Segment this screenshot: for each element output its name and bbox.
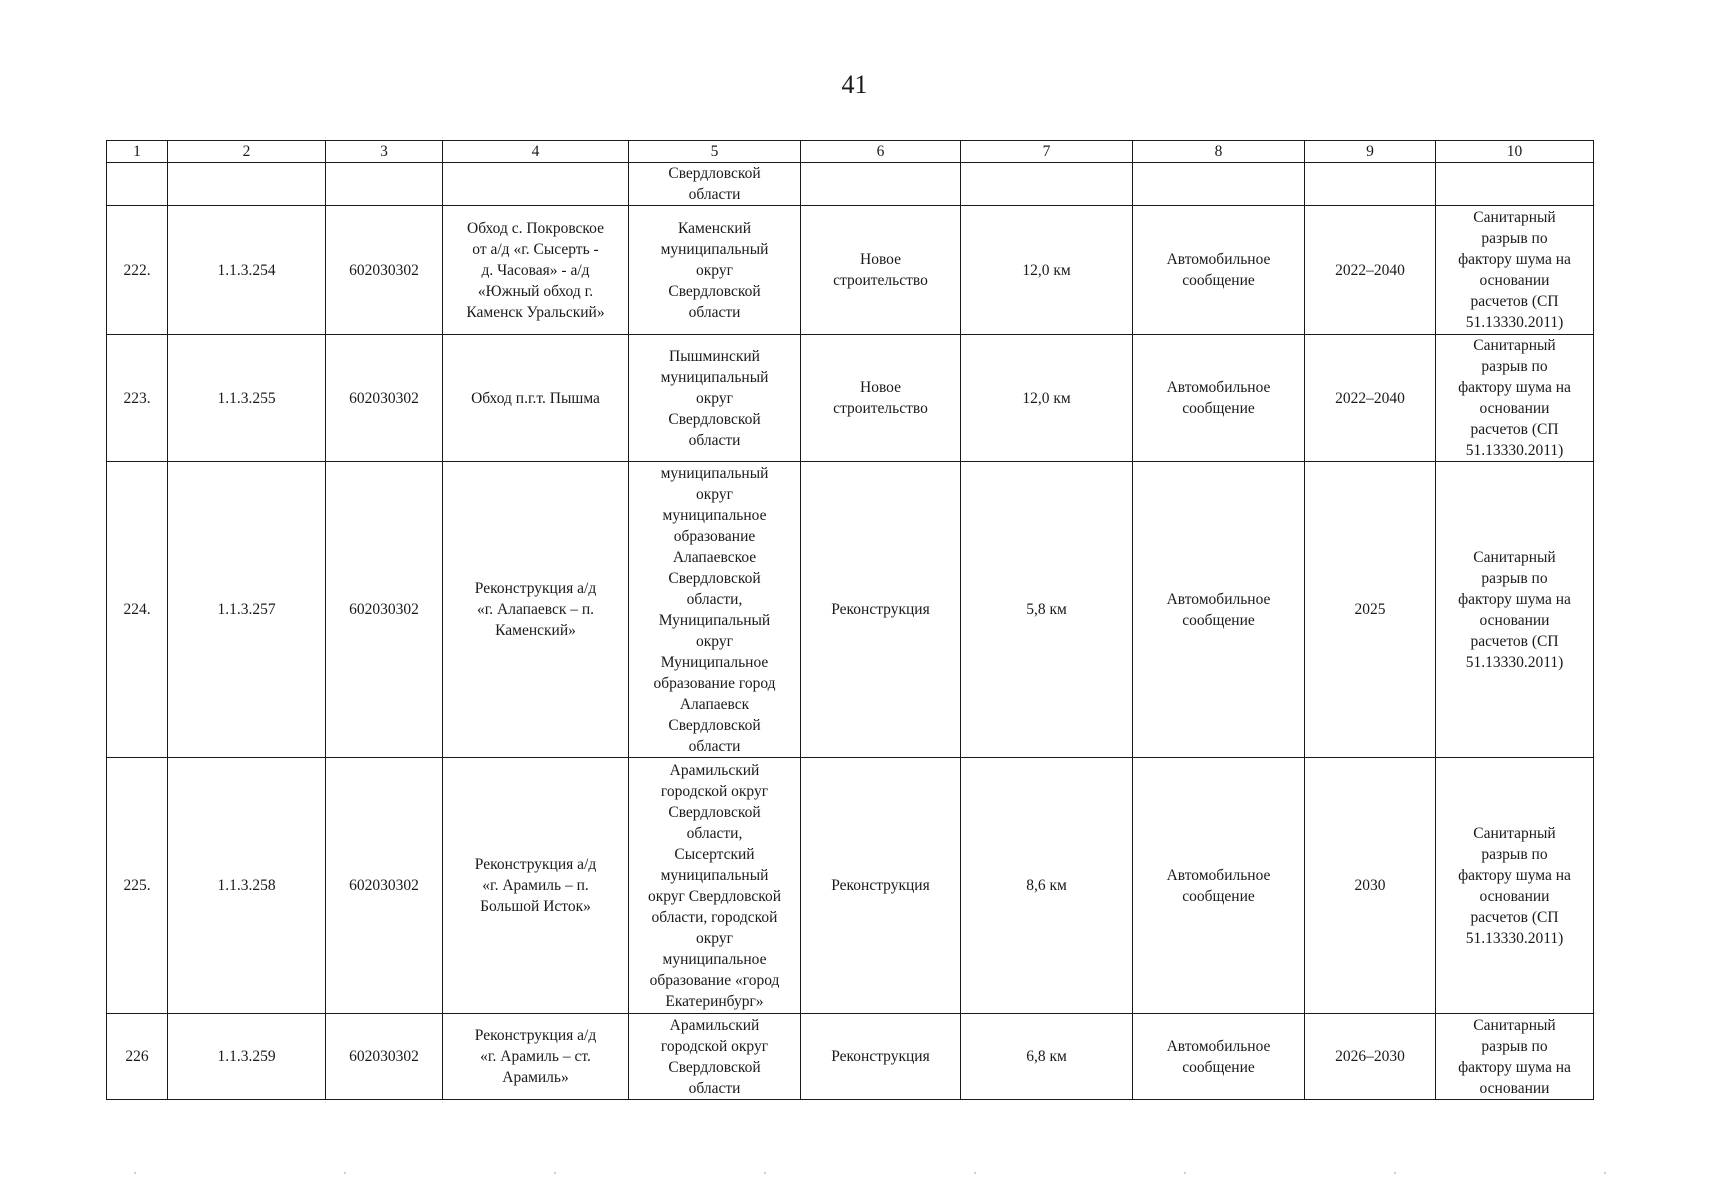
purpose-cell: Автомобильное сообщение: [1133, 758, 1305, 1014]
table-row: [107, 758, 1594, 1014]
zone-cell: Санитарный разрыв по фактору шума на основании расчетов (СП 51.13330.2011): [1436, 206, 1594, 335]
table-row: [107, 1014, 1594, 1100]
column-number: 5: [629, 141, 801, 163]
object-name-cell: Реконструкция а/д «г. Арамиль – ст. Арамиль»: [443, 1014, 629, 1100]
code-cell: 1.1.3.254: [168, 206, 326, 335]
column-number: 7: [961, 141, 1133, 163]
column-number: 4: [443, 141, 629, 163]
scan-dotted-line: [30, 1172, 1680, 1174]
code-cell: 1.1.3.259: [168, 1014, 326, 1100]
table-cell: [326, 163, 443, 206]
column-number: 6: [801, 141, 961, 163]
work-type-cell: Новое строительство: [801, 335, 961, 462]
table-row: [107, 462, 1594, 758]
work-type-cell: Новое строительство: [801, 206, 961, 335]
location-cell: Каменский муниципальный округ Свердловской области: [629, 206, 801, 335]
zone-cell: Санитарный разрыв по фактору шума на основании расчетов (СП 51.13330.2011): [1436, 335, 1594, 462]
row-number-cell: 223.: [107, 335, 168, 462]
length-cell: 6,8 км: [961, 1014, 1133, 1100]
period-cell: 2030: [1305, 758, 1436, 1014]
table-cell: [443, 163, 629, 206]
zone-cell: Санитарный разрыв по фактору шума на основании расчетов (СП 51.13330.2011): [1436, 462, 1594, 758]
table-cell: [801, 163, 961, 206]
column-number: 9: [1305, 141, 1436, 163]
purpose-cell: Автомобильное сообщение: [1133, 462, 1305, 758]
table-cell: [961, 163, 1133, 206]
zone-cell: Санитарный разрыв по фактору шума на основании: [1436, 1014, 1594, 1100]
column-number: 3: [326, 141, 443, 163]
work-type-cell: Реконструкция: [801, 1014, 961, 1100]
work-type-cell: Реконструкция: [801, 462, 961, 758]
table-cell: [1436, 163, 1594, 206]
length-cell: 8,6 км: [961, 758, 1133, 1014]
purpose-cell: Автомобильное сообщение: [1133, 335, 1305, 462]
object-name-cell: Реконструкция а/д «г. Алапаевск – п. Каменский»: [443, 462, 629, 758]
location-cell: Арамильский городской округ Свердловской области: [629, 1014, 801, 1100]
table-row: [107, 335, 1594, 462]
length-cell: 12,0 км: [961, 206, 1133, 335]
work-type-cell: Реконструкция: [801, 758, 961, 1014]
purpose-cell: Автомобильное сообщение: [1133, 1014, 1305, 1100]
column-number: 10: [1436, 141, 1594, 163]
location-cell: Арамильский городской округ Свердловской области, Сысертский муниципальный округ Свердловской области, городской округ муниципальное образование «город Екатеринбург»: [629, 758, 801, 1014]
length-cell: 5,8 км: [961, 462, 1133, 758]
table-cell: [1305, 163, 1436, 206]
row-number-cell: 226: [107, 1014, 168, 1100]
object-name-cell: Реконструкция а/д «г. Арамиль – п. Большой Исток»: [443, 758, 629, 1014]
column-number: 2: [168, 141, 326, 163]
class-code-cell: 602030302: [326, 462, 443, 758]
object-name-cell: Обход п.г.т. Пышма: [443, 335, 629, 462]
row-number-cell: 224.: [107, 462, 168, 758]
objects-table: [106, 140, 1594, 1100]
column-number-row: [107, 141, 1594, 163]
table-cell: [107, 163, 168, 206]
class-code-cell: 602030302: [326, 758, 443, 1014]
code-cell: 1.1.3.257: [168, 462, 326, 758]
class-code-cell: 602030302: [326, 206, 443, 335]
code-cell: 1.1.3.255: [168, 335, 326, 462]
table-row: [107, 206, 1594, 335]
table-cell: Свердловской области: [629, 163, 801, 206]
location-cell: муниципальный округ муниципальное образование Алапаевское Свердловской области, Муниципальный округ Муниципальное образование город Алапаевск Свердловской области: [629, 462, 801, 758]
object-name-cell: Обход с. Покровское от а/д «г. Сысерть - д. Часовая» - а/д «Южный обход г. Каменск Уральский»: [443, 206, 629, 335]
location-cell: Пышминский муниципальный округ Свердловской области: [629, 335, 801, 462]
page-number: 41: [841, 70, 868, 99]
row-number-cell: 225.: [107, 758, 168, 1014]
period-cell: 2026–2030: [1305, 1014, 1436, 1100]
code-cell: 1.1.3.258: [168, 758, 326, 1014]
period-cell: 2025: [1305, 462, 1436, 758]
period-cell: 2022–2040: [1305, 206, 1436, 335]
row-number-cell: 222.: [107, 206, 168, 335]
table-cell: [1133, 163, 1305, 206]
column-number: 1: [107, 141, 168, 163]
class-code-cell: 602030302: [326, 335, 443, 462]
purpose-cell: Автомобильное сообщение: [1133, 206, 1305, 335]
continuation-row: [107, 163, 1594, 206]
period-cell: 2022–2040: [1305, 335, 1436, 462]
class-code-cell: 602030302: [326, 1014, 443, 1100]
table-cell: [168, 163, 326, 206]
column-number: 8: [1133, 141, 1305, 163]
zone-cell: Санитарный разрыв по фактору шума на основании расчетов (СП 51.13330.2011): [1436, 758, 1594, 1014]
length-cell: 12,0 км: [961, 335, 1133, 462]
